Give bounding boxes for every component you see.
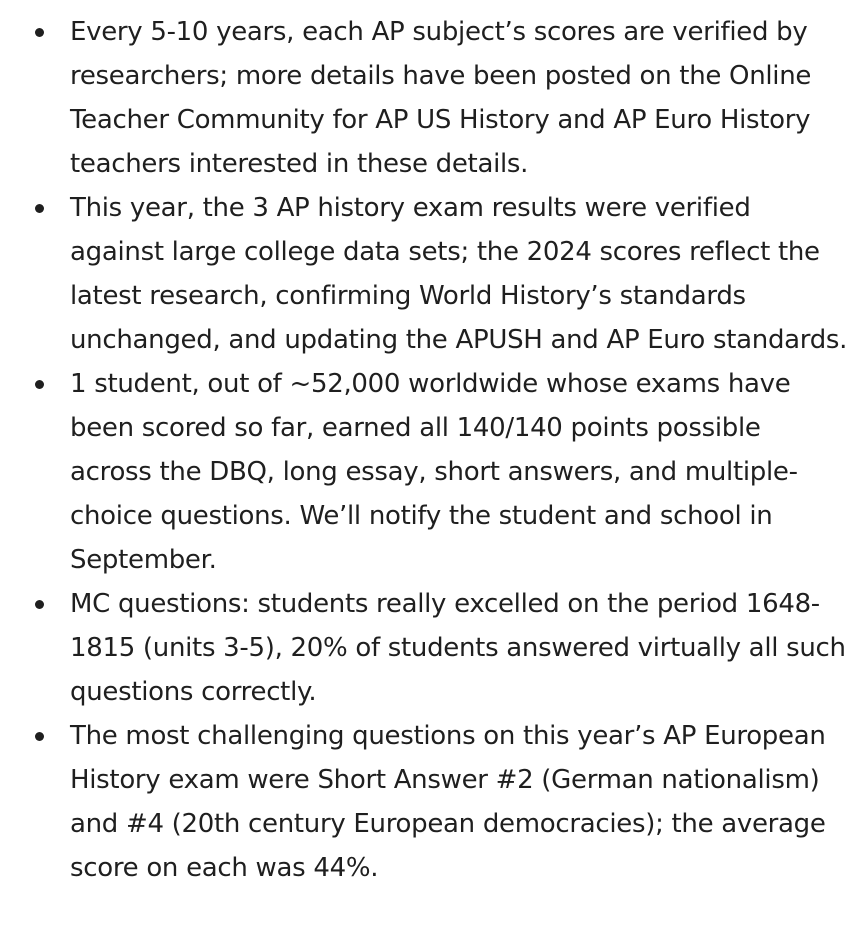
bullet-icon xyxy=(35,380,44,389)
list-item xyxy=(0,10,858,186)
bullet-icon xyxy=(35,732,44,741)
list-item-text: This year, the 3 AP history exam results were verified against large college data sets; the 2024 scores reflect the latest research, confirming World History’s standards unchanged, and updating the APUSH and AP Euro standards. xyxy=(70,193,848,355)
list-item xyxy=(0,186,858,362)
list-item xyxy=(0,714,858,890)
list-item-text: MC questions: students really excelled on the period 1648-1815 (units 3-5), 20% of students answered virtually all such questions correctly. xyxy=(70,589,846,707)
bullet-icon xyxy=(35,204,44,213)
list-item-text: Every 5-10 years, each AP subject’s scores are verified by researchers; more details have been posted on the Online Teacher Community for AP US History and AP Euro History teachers interested in these details. xyxy=(70,17,812,179)
bullet-icon xyxy=(35,600,44,609)
list-item-text: 1 student, out of ~52,000 worldwide whose exams have been scored so far, earned all 140/140 points possible across the DBQ, long essay, short answers, and multiple-choice questions. We’ll notify the student and school in September. xyxy=(70,369,798,575)
bullet-icon xyxy=(35,28,44,37)
list-item xyxy=(0,362,858,582)
list-item xyxy=(0,582,858,714)
list-item-text: The most challenging questions on this year’s AP European History exam were Short Answer #2 (German nationalism) and #4 (20th century European democracies); the average score on each was 44%. xyxy=(70,721,826,883)
